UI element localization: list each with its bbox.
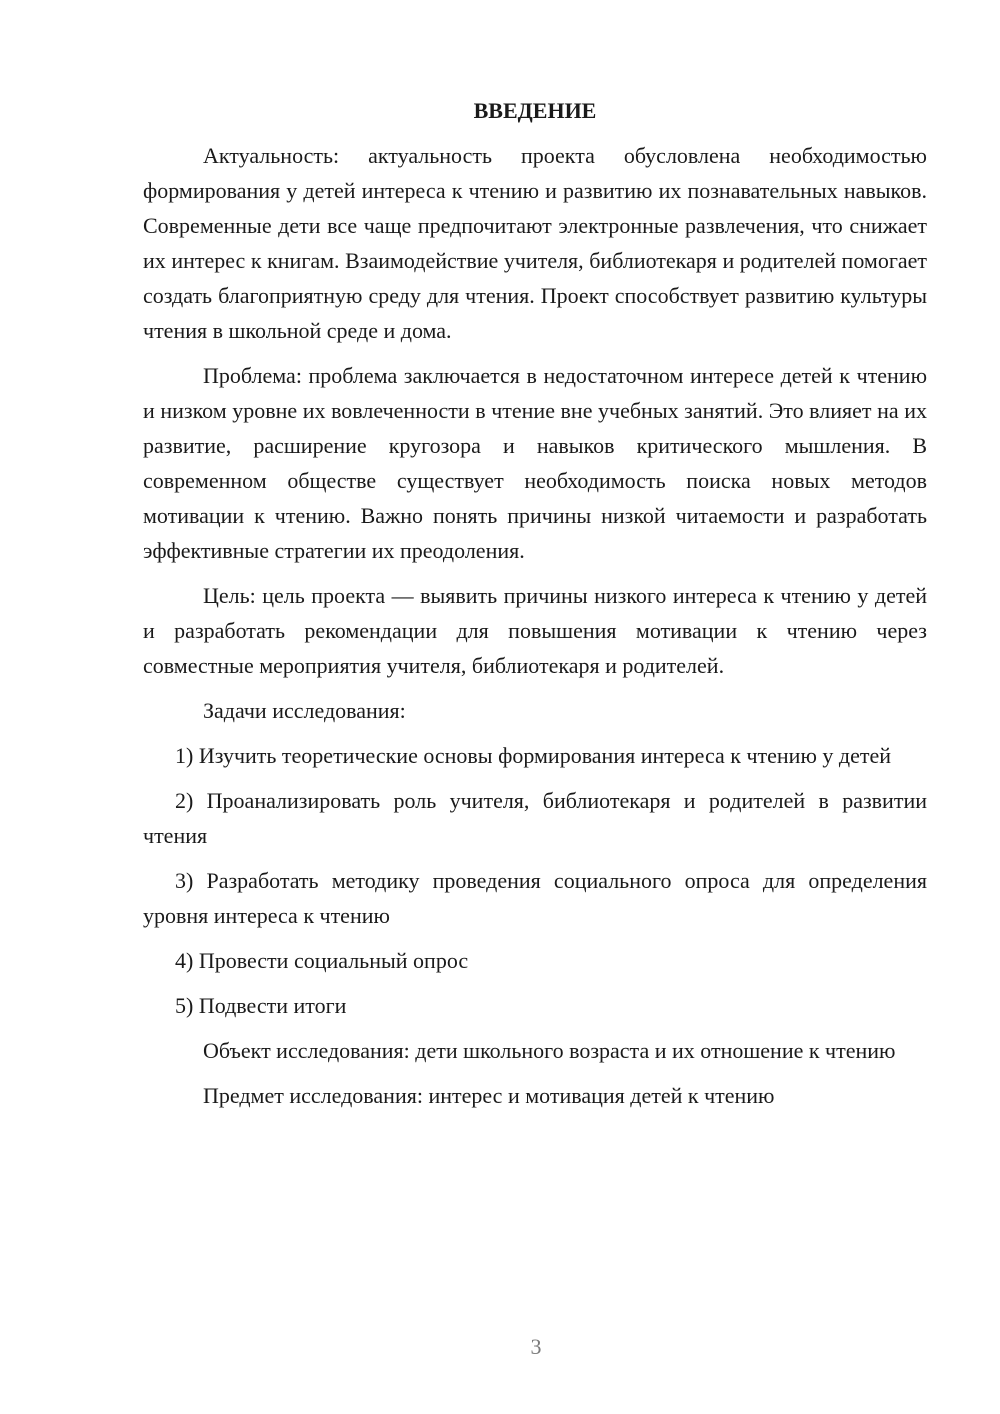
page-title: ВВЕДЕНИЕ <box>473 98 597 123</box>
goal-paragraph: Цель: цель проекта — выявить причины низкого интереса к чтению у детей и разработать рекомендации для повышения мотивации к чтению через совместные мероприятия учителя, библиотекаря и родителей. <box>143 583 927 678</box>
subject-paragraph: Предмет исследования: интерес и мотивация детей к чтению <box>203 1083 775 1108</box>
page-number: 3 <box>530 1334 542 1359</box>
task-item: 3) Разработать методику проведения социального опроса для определения уровня интереса к чтению <box>143 868 927 928</box>
task-item: 1) Изучить теоретические основы формирования интереса к чтению у детей <box>175 743 891 768</box>
tasks-heading: Задачи исследования: <box>203 698 406 723</box>
page-content <box>143 96 927 1123</box>
task-item: 5) Подвести итоги <box>175 993 347 1018</box>
relevance-paragraph: Актуальность: актуальность проекта обусловлена необходимостью формирования у детей интереса к чтению и развитию их познавательных навыков. Современные дети все чаще предпочитают электронные развлечения, что снижает их интерес к книгам. Взаимодействие учителя, библиотекаря и родителей помогает создать благоприятную среду для чтения. Проект способствует развитию культуры чтения в школьной среде и дома. <box>143 143 927 343</box>
object-paragraph: Объект исследования: дети школьного возраста и их отношение к чтению <box>203 1038 896 1063</box>
problem-paragraph: Проблема: проблема заключается в недостаточном интересе детей к чтению и низком уровне их вовлеченности в чтение вне учебных занятий. Это влияет на их развитие, расширение кругозора и навыков критического мышления. В современном обществе существует необходимость поиска новых методов мотивации к чтению. Важно понять причины низкой читаемости и разработать эффективные стратегии их преодоления. <box>143 363 927 563</box>
task-item: 2) Проанализировать роль учителя, библиотекаря и родителей в развитии чтения <box>143 788 927 848</box>
task-item: 4) Провести социальный опрос <box>175 948 469 973</box>
